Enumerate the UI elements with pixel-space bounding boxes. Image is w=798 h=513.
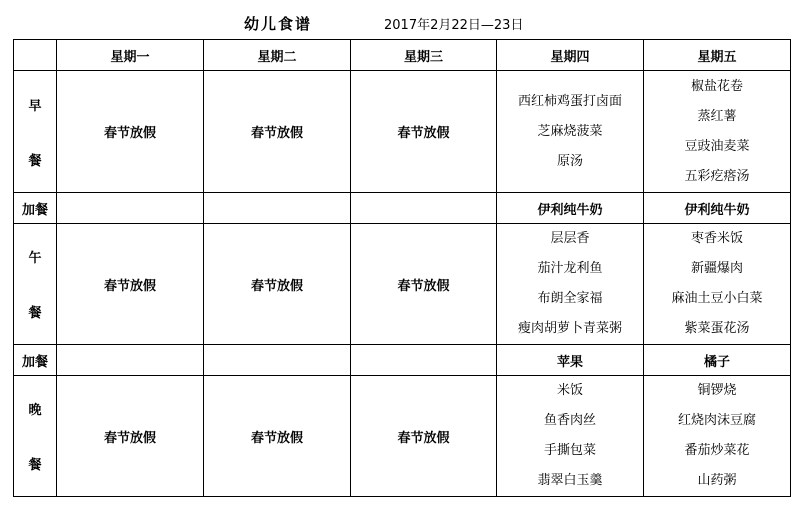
dish-item: 番茄炒菜花 — [684, 443, 750, 458]
dish-item: 五彩疙瘩汤 — [684, 168, 750, 184]
dish-item: 红烧肉沫豆腐 — [677, 413, 756, 428]
empty-cell — [351, 345, 497, 376]
dish-item: 鱼香肉丝 — [543, 413, 596, 428]
lunch-row — [14, 224, 791, 345]
dish-item: 山药粥 — [697, 473, 737, 488]
day-header-thu: 星期四 — [497, 40, 644, 71]
dish-item: 新疆爆肉 — [690, 261, 743, 276]
snack1-thu: 伊利纯牛奶 — [497, 193, 644, 224]
dish-item: 瘦肉胡萝卜青菜粥 — [517, 321, 622, 336]
breakfast-label: 早 餐 — [14, 71, 57, 193]
dish-item: 原汤 — [556, 153, 583, 169]
dish-item: 手撕包菜 — [543, 443, 596, 458]
dish-item: 茄汁龙利鱼 — [537, 261, 603, 276]
day-header-tue: 星期二 — [204, 40, 351, 71]
snack2-thu: 苹果 — [497, 345, 644, 376]
dinner-fri — [644, 376, 791, 497]
holiday-cell: 春节放假 — [204, 224, 351, 345]
holiday-cell: 春节放假 — [57, 71, 204, 193]
dish-item: 布朗全家福 — [537, 291, 603, 306]
snack2-label: 加餐 — [14, 345, 57, 376]
dish-item: 铜锣烧 — [697, 383, 737, 398]
dish-item: 麻油土豆小白菜 — [671, 291, 763, 306]
snack2-row — [14, 345, 791, 376]
page-title: 幼儿食谱 — [244, 15, 313, 33]
menu-table — [13, 39, 791, 497]
dinner-thu — [497, 376, 644, 497]
empty-cell — [57, 193, 204, 224]
dinner-row — [14, 376, 791, 497]
dish-item: 层层香 — [550, 231, 590, 246]
holiday-cell: 春节放假 — [204, 376, 351, 497]
lunch-thu — [497, 224, 644, 345]
header-row — [14, 40, 791, 71]
header — [0, 10, 798, 36]
holiday-cell: 春节放假 — [351, 376, 497, 497]
empty-cell — [204, 345, 351, 376]
empty-cell — [204, 193, 351, 224]
dish-item: 紫菜蛋花汤 — [684, 321, 750, 336]
lunch-fri — [644, 224, 791, 345]
dish-item: 枣香米饭 — [690, 231, 743, 246]
holiday-cell: 春节放假 — [57, 376, 204, 497]
dish-item: 米饭 — [556, 383, 583, 398]
holiday-cell: 春节放假 — [57, 224, 204, 345]
holiday-cell: 春节放假 — [204, 71, 351, 193]
snack1-fri: 伊利纯牛奶 — [644, 193, 791, 224]
breakfast-thu — [497, 71, 644, 193]
corner-cell — [14, 40, 57, 71]
holiday-cell: 春节放假 — [351, 71, 497, 193]
snack1-row — [14, 193, 791, 224]
dish-item: 豆豉油麦菜 — [684, 138, 750, 154]
breakfast-fri — [644, 71, 791, 193]
holiday-cell: 春节放假 — [351, 224, 497, 345]
day-header-fri: 星期五 — [644, 40, 791, 71]
dish-item: 椒盐花卷 — [690, 78, 743, 94]
day-header-wed: 星期三 — [351, 40, 497, 71]
dish-item: 芝麻烧菠菜 — [537, 123, 603, 139]
date-range: 2017年2月22日—23日 — [384, 18, 524, 33]
dish-item: 蒸红薯 — [697, 108, 737, 124]
dish-item: 翡翠白玉羹 — [537, 473, 603, 488]
snack1-label: 加餐 — [14, 193, 57, 224]
lunch-label: 午 餐 — [14, 224, 57, 345]
snack2-fri: 橘子 — [644, 345, 791, 376]
day-header-mon: 星期一 — [57, 40, 204, 71]
empty-cell — [351, 193, 497, 224]
dish-item: 西红柿鸡蛋打卤面 — [517, 93, 622, 109]
empty-cell — [57, 345, 204, 376]
dinner-label: 晚 餐 — [14, 376, 57, 497]
breakfast-row — [14, 71, 791, 193]
